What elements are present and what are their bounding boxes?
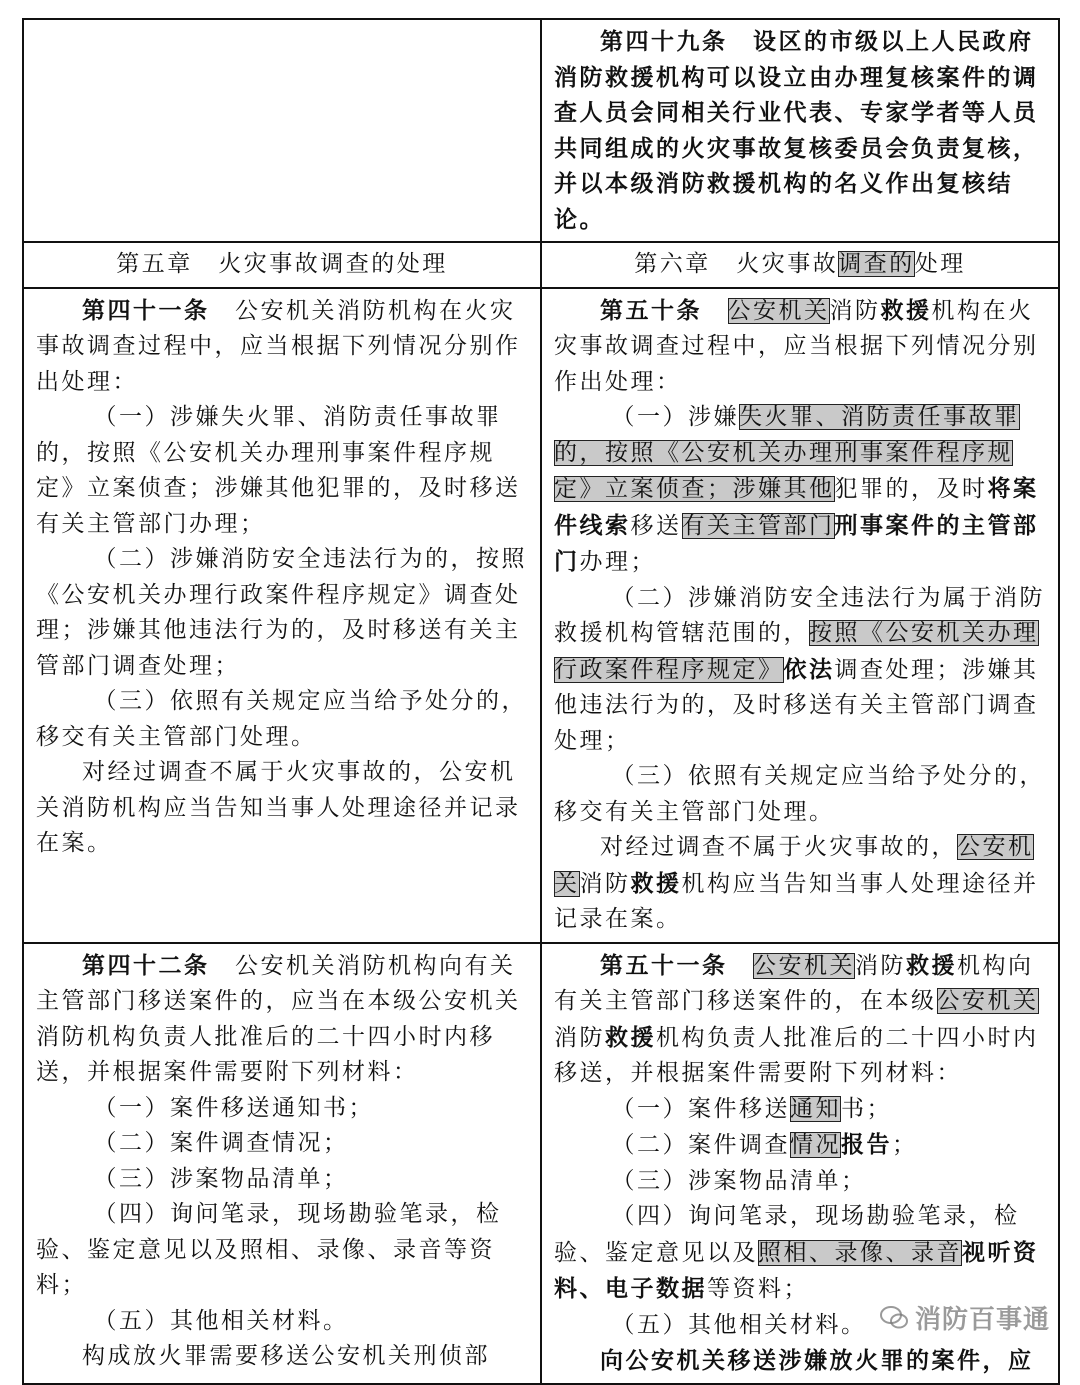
highlight-mark: 有关主管部门: [681, 512, 835, 539]
highlight-mark: 公安机关: [753, 952, 855, 979]
comparison-table: [22, 18, 1060, 1385]
article-number: 第四十九条: [600, 28, 728, 55]
new-text-cell: [541, 19, 1059, 242]
old-text-cell: 第四十一条 公安机关消防机构在火灾事故调查过程中，应当根据下列情况分别作出处理： （一）涉嫌失火罪、消防责任事故罪的，按照《公安机关办理刑事案件程序规定》立案侦查；涉嫌其他犯罪的，及时移送有关主管部门办理； （二）涉嫌消防安全违法行为的，按照《公安机关办理行政案件程序规定》调查处理；涉嫌其他违法行为的，及时移送有关主管部门调查处理； （三）依照有关规定应当给予处分的，移交有关主管部门处理。 对经过调查不属于火灾事故的，公安机关消防机构应当告知当事人处理途径并记录在案。: [23, 288, 541, 943]
list-item: （二）案件调查情况；: [93, 1130, 349, 1156]
list-item: （一）涉嫌失火罪、消防责任事故罪的，按照《公安机关办理刑事案件程序规定》立案侦查；涉嫌其他犯罪的，及时将案件线索移送有关主管部门刑事案件的主管部门办理；: [554, 404, 1039, 575]
table-row: [23, 19, 1059, 242]
new-text-cell: 第五十一条 公安机关消防救援机构向有关主管部门移送案件的，在本级公安机关消防救援机构负责人批准后的二十四小时内移送，并根据案件需要附下列材料： （一）案件移送通知书； （二）案件调查情况报告； （三）涉案物品清单； （四）询问笔录，现场勘验笔录，检验、鉴定意见以及照相、录像、录音视听资料、电子数据等资料； （五）其他相关材料。 向公安机关移送涉嫌放火罪的案件，应: [541, 943, 1059, 1384]
article-number: 第四十二条: [82, 951, 210, 979]
old-text-cell: [23, 19, 541, 242]
list-item: （二）涉嫌消防安全违法行为属于消防救援机构管辖范围的，按照《公安机关办理行政案件程序规定》依法调查处理；涉嫌其他违法行为的，及时移送有关主管部门调查处理；: [554, 584, 1045, 754]
watermark-text: 消防百事通: [914, 1305, 1050, 1335]
new-chapter-title: 第六章 火灾事故调查的处理: [541, 242, 1059, 288]
highlight-mark: 公安机关: [936, 988, 1039, 1014]
list-item: （一）案件移送通知书；: [93, 1094, 374, 1121]
list-item: （三）依照有关规定应当给予处分的，移交有关主管部门处理。: [554, 763, 1045, 825]
highlight-mark: 失火罪、消防责任事故罪的，按照《公安机关办理刑事案件程序规定》立案侦查；涉嫌其他: [554, 404, 1020, 502]
closing-paragraph: 对经过调查不属于火灾事故的，公安机关消防救援机构应当告知当事人处理途径并记录在案。: [554, 834, 1039, 932]
list-item: （三）依照有关规定应当给予处分的，移交有关主管部门处理。: [36, 688, 527, 750]
list-item: （四）询问笔录，现场勘验笔录，检验、鉴定意见以及照相、录像、录音视听资料、电子数据等资料；: [554, 1203, 1039, 1302]
new-text-cell: 第五十条 公安机关消防救援机构在火灾事故调查过程中，应当根据下列情况分别作出处理： （一）涉嫌失火罪、消防责任事故罪的，按照《公安机关办理刑事案件程序规定》立案侦查；涉嫌其他犯罪的，及时将案件线索移送有关主管部门刑事案件的主管部门办理； （二）涉嫌消防安全违法行为属于消防救援机构管辖范围的，按照《公安机关办理行政案件程序规定》依法调查处理；涉嫌其他违法行为的，及时移送有关主管部门调查处理； （三）依照有关规定应当给予处分的，移交有关主管部门处理。 对经过调查不属于火灾事故的，公安机关消防救援机构应当告知当事人处理途径并记录在案。: [541, 288, 1059, 943]
list-item: （一）涉嫌失火罪、消防责任事故罪的，按照《公安机关办理刑事案件程序规定》立案侦查；涉嫌其他犯罪的，及时移送有关主管部门办理；: [36, 404, 521, 537]
list-item: （二）案件调查情况报告；: [611, 1131, 918, 1158]
list-item: （三）涉案物品清单；: [93, 1165, 349, 1192]
list-item: （五）其他相关材料。: [93, 1307, 349, 1334]
highlight-mark: 调查的: [838, 251, 915, 277]
article-number: 第五十一条: [600, 951, 728, 979]
closing-paragraph: 向公安机关移送涉嫌放火罪的案件，应: [600, 1347, 1034, 1374]
list-item: （二）涉嫌消防安全违法行为的，按照《公安机关办理行政案件程序规定》调查处理；涉嫌其他违法行为的，及时移送有关主管部门调查处理；: [36, 546, 527, 679]
table-row: [23, 288, 1059, 943]
closing-paragraph: 对经过调查不属于火灾事故的，公安机关消防机构应当告知当事人处理途径并记录在案。: [36, 759, 521, 856]
highlight-mark: 情况: [790, 1132, 841, 1158]
closing-paragraph: 构成放火罪需要移送公安机关刑侦部: [82, 1343, 490, 1369]
article-body: 设区的市级以上人民政府消防救援机构可以设立由办理复核案件的调查人员会同相关行业代表、专家学者等人员共同组成的火灾事故复核委员会负责复核，并以本级消防救援机构的名义作出复核结论。: [554, 28, 1039, 233]
watermark: [879, 1299, 1050, 1336]
old-text-cell: 第四十二条 公安机关消防机构向有关主管部门移送案件的，应当在本级公安机关消防机构负责人批准后的二十四小时内移送，并根据案件需要附下列材料： （一）案件移送通知书； （二）案件调查情况； （三）涉案物品清单； （四）询问笔录，现场勘验笔录，检验、鉴定意见以及照相、录像、录音等资料； （五）其他相关材料。 构成放火罪需要移送公安机关刑侦部: [23, 943, 541, 1384]
highlight-mark: 公安机关: [727, 297, 830, 324]
highlight-mark: 通知: [790, 1095, 841, 1122]
wechat-icon: [879, 1305, 909, 1331]
list-item: （三）涉案物品清单；: [611, 1167, 867, 1194]
old-chapter-title: 第五章 火灾事故调查的处理: [23, 242, 541, 288]
highlight-mark: 公安机关: [554, 834, 1034, 897]
list-item: （四）询问笔录，现场勘验笔录，检验、鉴定意见以及照相、录像、录音等资料；: [36, 1201, 502, 1298]
list-item: （五）其他相关材料。: [611, 1311, 867, 1338]
article-number: 第五十条: [600, 296, 702, 324]
list-item: （一）案件移送通知书；: [611, 1095, 892, 1122]
highlight-mark: 照相、录像、录音: [758, 1239, 962, 1266]
highlight-mark: 按照《公安机关办理行政案件程序规定》: [554, 620, 1039, 683]
article-number: 第四十一条: [82, 296, 210, 324]
table-row: [23, 242, 1059, 288]
